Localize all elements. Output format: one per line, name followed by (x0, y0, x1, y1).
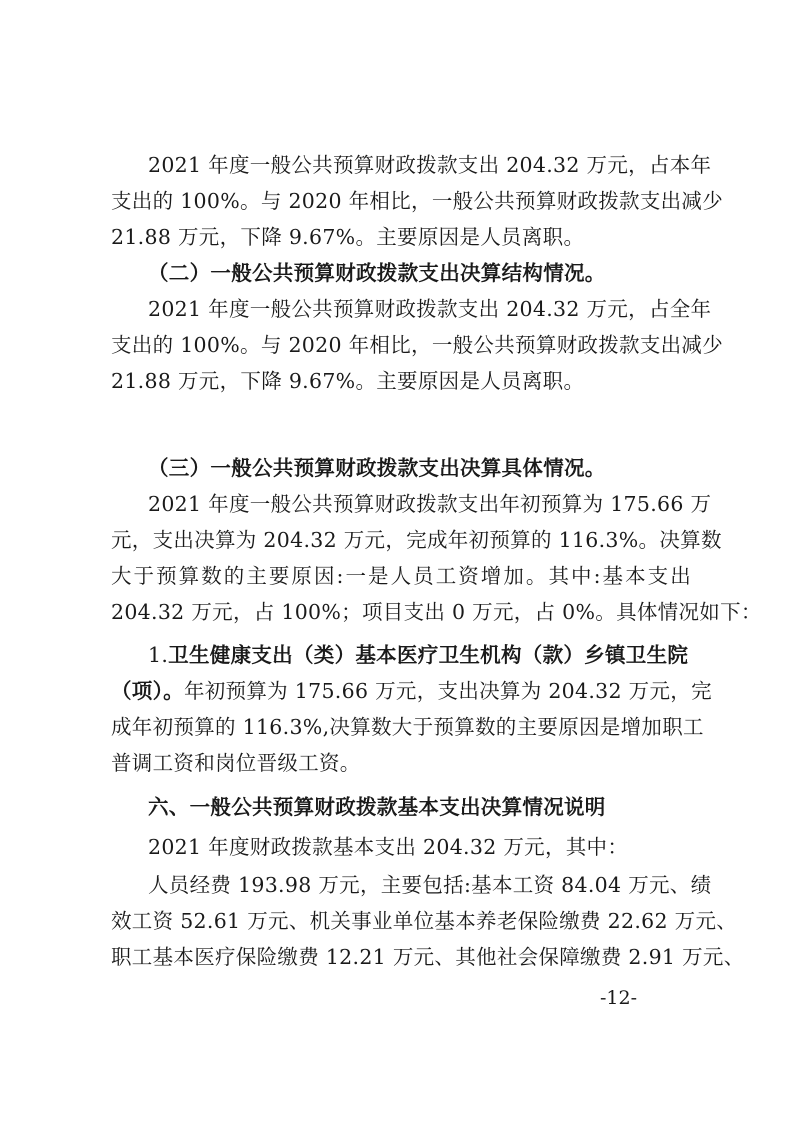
item-1-title-end: （项）。 (111, 679, 184, 703)
item-1-line-2 (111, 676, 712, 706)
paragraph-2-line-3: 21.88 万元，下降 9.67%。主要原因是人员离职。 (111, 369, 585, 393)
item-1-title: 卫生健康支出（类）基本医疗卫生机构（款）乡镇卫生院 (168, 643, 689, 667)
paragraph-2-line-2: 支出的 100%。与 2020 年相比，一般公共预算财政拨款支出减少 (111, 333, 724, 357)
item-1-line-4: 普调工资和岗位晋级工资。 (111, 751, 361, 775)
section-6-heading: 六、一般公共预算财政拨款基本支出决算情况说明 (148, 795, 606, 819)
page-number: -12- (600, 987, 638, 1009)
section-6-line-4: 职工基本医疗保险缴费 12.21 万元、其他社会保障缴费 2.91 万元、 (111, 945, 745, 969)
paragraph-3-line-4: 204.32 万元，占 100%；项目支出 0 万元，占 0%。具体情况如下： (111, 600, 762, 624)
paragraph-1-line-3: 21.88 万元，下降 9.67%。主要原因是人员离职。 (111, 225, 585, 249)
paragraph-3-line-3: 大于预算数的主要原因:一是人员工资增加。其中:基本支出 (111, 564, 691, 588)
paragraph-2-line-1: 2021 年度一般公共预算财政拨款支出 204.32 万元，占全年 (148, 297, 712, 321)
section-6-line-2: 人员经费 193.98 万元，主要包括:基本工资 84.04 万元、绩 (148, 873, 712, 897)
paragraph-3-line-1: 2021 年度一般公共预算财政拨款支出年初预算为 175.66 万 (148, 492, 712, 516)
section-heading-2: （二）一般公共预算财政拨款支出决算结构情况。 (148, 261, 606, 285)
section-6-line-1: 2021 年度财政拨款基本支出 204.32 万元，其中： (148, 835, 629, 859)
item-1-line-3: 成年初预算的 116.3%,决算数大于预算数的主要原因是增加职工 (111, 715, 704, 739)
item-1-number: 1. (148, 643, 169, 667)
section-heading-3: （三）一般公共预算财政拨款支出决算具体情况。 (148, 456, 606, 480)
paragraph-1-line-2: 支出的 100%。与 2020 年相比，一般公共预算财政拨款支出减少 (111, 189, 724, 213)
item-1-text: 年初预算为 175.66 万元，支出决算为 204.32 万元，完 (183, 679, 712, 703)
item-1-line-1 (148, 640, 691, 670)
paragraph-3-line-2: 元，支出决算为 204.32 万元，完成年初预算的 116.3%。决算数 (111, 528, 722, 552)
section-6-line-3: 效工资 52.61 万元、机关事业单位基本养老保险缴费 22.62 万元、 (111, 909, 738, 933)
paragraph-1-line-1: 2021 年度一般公共预算财政拨款支出 204.32 万元，占本年 (148, 153, 712, 177)
